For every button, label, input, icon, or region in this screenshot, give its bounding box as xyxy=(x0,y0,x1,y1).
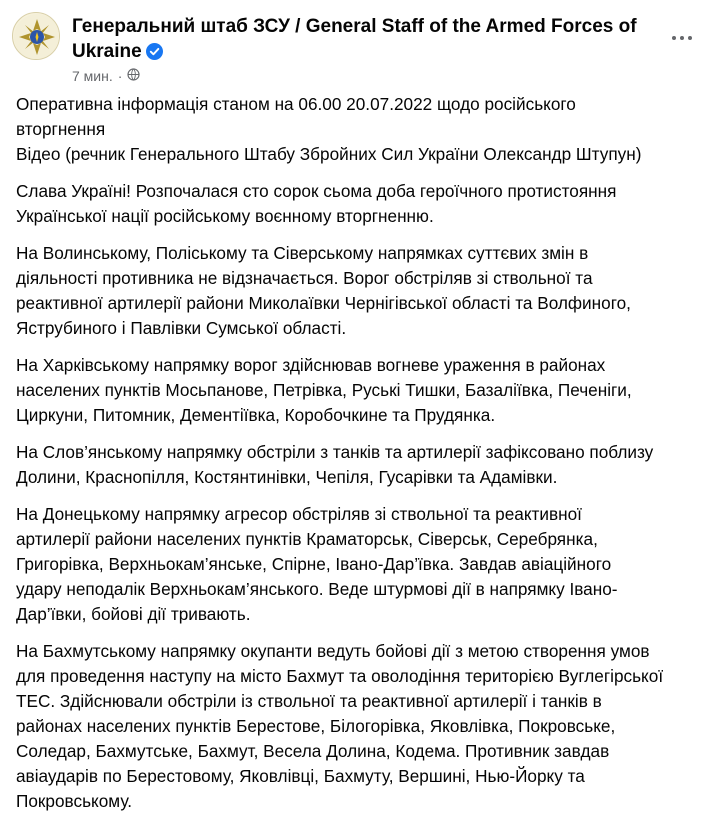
post-paragraph: На Бахмутському напрямку окупанти ведуть бойові дії з метою створення умов для проведення наступу на місто Бахмут та оволодіння територією Вуглегірської ТЕС. Здійснювали обстріли із ствольної та реактивної артилерії і танків в районах населених пунктів Берестове, Білогорівка, Яковлівка, Покровське, Соледар, Бахмутське, Бахмут, Весела Долина, Кодема. Противник завдав авіаударів по Берестовому, Яковлівці, Бахмуту, Вершині, Нью-Йорку та Покровському. xyxy=(16,641,664,811)
more-options-icon[interactable] xyxy=(664,20,700,56)
post-paragraph: На Волинському, Поліському та Сіверському напрямках суттєвих змін в діяльності противника не відзначається. Ворог обстріляв зі ствольної та реактивної артилерії райони Миколаївки Чернігівської області та Волфиного, Яструбиного і Павлівки Сумської області. xyxy=(16,243,631,338)
post-paragraph: На Слов’янському напрямку обстріли з танків та артилерії зафіксовано поблизу Долини, Краснопілля, Костянтинівки, Чепіля, Гусарівки та Адамівки. xyxy=(16,442,654,487)
verified-badge-icon xyxy=(146,42,163,67)
post-author[interactable] xyxy=(72,14,652,67)
post-header xyxy=(12,12,700,82)
page-avatar[interactable] xyxy=(12,12,60,60)
author-name[interactable]: Генеральний штаб ЗСУ / General Staff of the Armed Forces of Ukraine xyxy=(72,16,637,62)
post-paragraph: На Донецькому напрямку агресор обстріляв зі ствольної та реактивної артилерії райони населених пунктів Краматорськ, Сіверськ, Серебрянка, Григорівка, Верхньокам’янське, Спірне, Івано-Дар’ївка. Завдав авіаційного удару неподалік Верхньокам’янського. Веде штурмові дії в напрямку Івано- Дар’ївки, бойові дії тривають. xyxy=(16,504,618,624)
armed-forces-emblem-icon xyxy=(13,13,60,60)
post-paragraph: На Харківському напрямку ворог здійснював вогневе ураження в районах населених пунктів Мосьпанове, Петрівка, Руські Тишки, Базаліївка, Печеніги, Циркуни, Питомник, Дементіївка, Коробочкине та Прудянка. xyxy=(16,355,632,425)
meta-separator: · xyxy=(117,68,123,84)
post-content xyxy=(16,92,700,826)
post-paragraph: Оперативна інформація станом на 06.00 20.07.2022 щодо російського вторгнення Відео (речник Генерального Штабу Збройних Сил України Олександр Штупун) xyxy=(16,94,642,164)
post-timestamp[interactable]: 7 мин. xyxy=(72,68,113,84)
post-paragraph: Слава Україні! Розпочалася сто сорок сьома доба героїчного протистояння Української нації російському воєнному вторгненню. xyxy=(16,181,617,226)
post-meta xyxy=(72,68,140,84)
globe-icon[interactable] xyxy=(127,68,140,84)
